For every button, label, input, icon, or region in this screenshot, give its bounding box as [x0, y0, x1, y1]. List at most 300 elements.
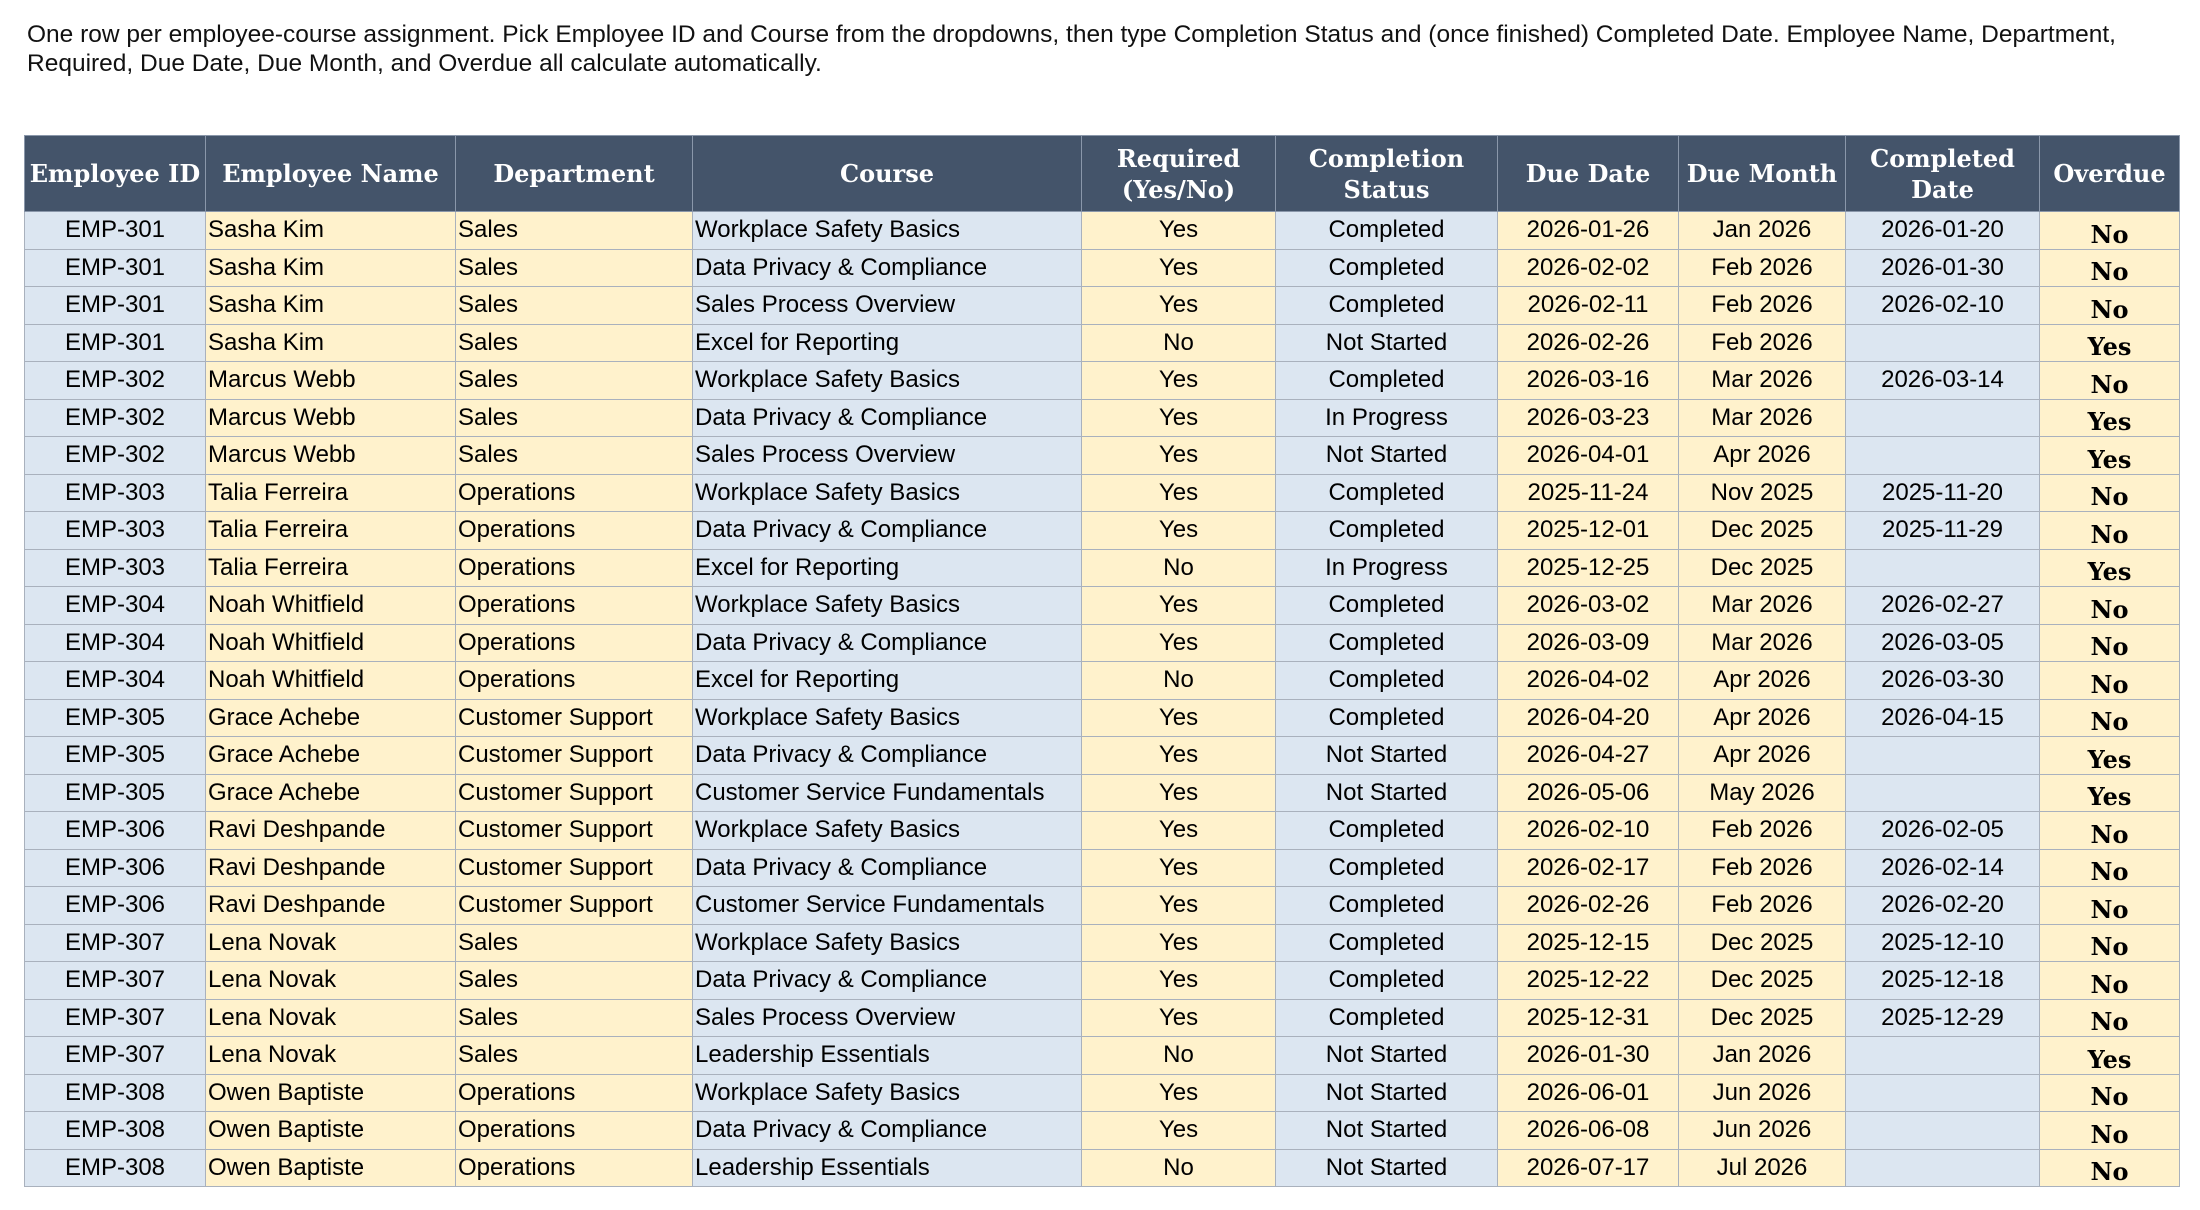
course-cell[interactable]: Sales Process Overview	[693, 999, 1082, 1037]
department-cell[interactable]: Operations	[456, 1149, 693, 1187]
completion-status-cell[interactable]: In Progress	[1276, 399, 1498, 437]
completed-date-cell[interactable]: 2026-01-20	[1846, 212, 2040, 250]
department-cell[interactable]: Sales	[456, 287, 693, 325]
employee-name-cell[interactable]: Sasha Kim	[206, 287, 456, 325]
completed-date-cell[interactable]	[1846, 399, 2040, 437]
employee-id-cell[interactable]: EMP-303	[25, 474, 206, 512]
due-date-cell[interactable]: 2025-12-31	[1498, 999, 1679, 1037]
completion-status-cell[interactable]: In Progress	[1276, 549, 1498, 587]
overdue-cell[interactable]: Yes	[2040, 437, 2180, 475]
employee-id-cell[interactable]: EMP-301	[25, 212, 206, 250]
table-row	[25, 699, 2180, 737]
completion-status-cell[interactable]: Not Started	[1276, 1037, 1498, 1075]
required-cell[interactable]: Yes	[1082, 1074, 1276, 1112]
employee-name-cell[interactable]: Noah Whitfield	[206, 662, 456, 700]
required-cell[interactable]: Yes	[1082, 887, 1276, 925]
overdue-cell[interactable]: No	[2040, 812, 2180, 850]
table-row	[25, 324, 2180, 362]
overdue-cell[interactable]: No	[2040, 1149, 2180, 1187]
employee-name-cell[interactable]: Lena Novak	[206, 999, 456, 1037]
completed-date-cell[interactable]: 2026-02-10	[1846, 287, 2040, 325]
completed-date-cell[interactable]	[1846, 437, 2040, 475]
completed-date-cell[interactable]	[1846, 324, 2040, 362]
completion-status-cell[interactable]: Not Started	[1276, 437, 1498, 475]
due-month-cell[interactable]: Feb 2026	[1679, 249, 1846, 287]
table-row	[25, 849, 2180, 887]
due-month-cell[interactable]: Feb 2026	[1679, 287, 1846, 325]
table-row	[25, 549, 2180, 587]
due-date-cell[interactable]: 2026-02-02	[1498, 249, 1679, 287]
required-cell[interactable]: Yes	[1082, 587, 1276, 625]
completed-date-cell[interactable]: 2026-02-20	[1846, 887, 2040, 925]
department-cell[interactable]: Customer Support	[456, 699, 693, 737]
due-date-cell[interactable]: 2025-12-22	[1498, 962, 1679, 1000]
due-month-cell[interactable]: Dec 2025	[1679, 999, 1846, 1037]
course-cell[interactable]: Data Privacy & Compliance	[693, 737, 1082, 775]
employee-id-cell[interactable]: EMP-303	[25, 549, 206, 587]
table-row	[25, 887, 2180, 925]
department-cell[interactable]: Customer Support	[456, 849, 693, 887]
employee-id-cell[interactable]: EMP-301	[25, 324, 206, 362]
due-month-cell[interactable]: Feb 2026	[1679, 812, 1846, 850]
overdue-cell[interactable]: No	[2040, 287, 2180, 325]
required-cell[interactable]: Yes	[1082, 774, 1276, 812]
employee-name-cell[interactable]: Sasha Kim	[206, 324, 456, 362]
due-date-cell[interactable]: 2025-12-25	[1498, 549, 1679, 587]
table-row	[25, 512, 2180, 550]
overdue-cell[interactable]: No	[2040, 1112, 2180, 1150]
employee-name-cell[interactable]: Lena Novak	[206, 962, 456, 1000]
completed-date-cell[interactable]: 2025-12-18	[1846, 962, 2040, 1000]
overdue-cell[interactable]: No	[2040, 999, 2180, 1037]
due-date-cell[interactable]: 2026-04-27	[1498, 737, 1679, 775]
employee-name-cell[interactable]: Marcus Webb	[206, 437, 456, 475]
completed-date-cell[interactable]: 2025-12-10	[1846, 924, 2040, 962]
employee-id-cell[interactable]: EMP-307	[25, 962, 206, 1000]
due-date-cell[interactable]: 2026-01-30	[1498, 1037, 1679, 1075]
table-body	[25, 212, 2180, 1187]
course-cell[interactable]: Excel for Reporting	[693, 549, 1082, 587]
header-required[interactable]: Required (Yes/No)	[1082, 136, 1276, 212]
completed-date-cell[interactable]	[1846, 1074, 2040, 1112]
due-month-cell[interactable]: Jun 2026	[1679, 1074, 1846, 1112]
due-date-cell[interactable]: 2026-02-26	[1498, 324, 1679, 362]
header-course[interactable]: Course	[693, 136, 1082, 212]
completed-date-cell[interactable]	[1846, 737, 2040, 775]
due-date-cell[interactable]: 2025-12-01	[1498, 512, 1679, 550]
completed-date-cell[interactable]	[1846, 549, 2040, 587]
due-date-cell[interactable]: 2026-04-01	[1498, 437, 1679, 475]
overdue-cell[interactable]: No	[2040, 624, 2180, 662]
course-cell[interactable]: Customer Service Fundamentals	[693, 774, 1082, 812]
completion-status-cell[interactable]: Completed	[1276, 962, 1498, 1000]
due-date-cell[interactable]: 2026-03-09	[1498, 624, 1679, 662]
due-month-cell[interactable]: Mar 2026	[1679, 624, 1846, 662]
table-row	[25, 999, 2180, 1037]
course-cell[interactable]: Workplace Safety Basics	[693, 587, 1082, 625]
due-month-cell[interactable]: Apr 2026	[1679, 737, 1846, 775]
employee-name-cell[interactable]: Grace Achebe	[206, 737, 456, 775]
table-row	[25, 624, 2180, 662]
completed-date-cell[interactable]: 2026-04-15	[1846, 699, 2040, 737]
overdue-cell[interactable]: Yes	[2040, 324, 2180, 362]
completed-date-cell[interactable]: 2026-02-27	[1846, 587, 2040, 625]
due-date-cell[interactable]: 2026-03-02	[1498, 587, 1679, 625]
department-cell[interactable]: Sales	[456, 249, 693, 287]
course-cell[interactable]: Excel for Reporting	[693, 324, 1082, 362]
employee-id-cell[interactable]: EMP-306	[25, 812, 206, 850]
department-cell[interactable]: Customer Support	[456, 812, 693, 850]
course-cell[interactable]: Workplace Safety Basics	[693, 474, 1082, 512]
completion-status-cell[interactable]: Not Started	[1276, 324, 1498, 362]
required-cell[interactable]: Yes	[1082, 287, 1276, 325]
due-month-cell[interactable]: Feb 2026	[1679, 887, 1846, 925]
employee-id-cell[interactable]: EMP-304	[25, 624, 206, 662]
employee-id-cell[interactable]: EMP-302	[25, 437, 206, 475]
header-completion-status[interactable]: Completion Status	[1276, 136, 1498, 212]
header-employee-id[interactable]: Employee ID	[25, 136, 206, 212]
completion-status-cell[interactable]: Completed	[1276, 474, 1498, 512]
required-cell[interactable]: Yes	[1082, 399, 1276, 437]
course-cell[interactable]: Customer Service Fundamentals	[693, 887, 1082, 925]
employee-name-cell[interactable]: Ravi Deshpande	[206, 812, 456, 850]
department-cell[interactable]: Operations	[456, 474, 693, 512]
required-cell[interactable]: No	[1082, 324, 1276, 362]
employee-id-cell[interactable]: EMP-306	[25, 849, 206, 887]
table-row	[25, 474, 2180, 512]
completion-status-cell[interactable]: Completed	[1276, 849, 1498, 887]
overdue-cell[interactable]: No	[2040, 962, 2180, 1000]
completion-status-cell[interactable]: Completed	[1276, 287, 1498, 325]
table-row	[25, 924, 2180, 962]
due-date-cell[interactable]: 2025-11-24	[1498, 474, 1679, 512]
header-department[interactable]: Department	[456, 136, 693, 212]
due-month-cell[interactable]: Apr 2026	[1679, 699, 1846, 737]
course-cell[interactable]: Workplace Safety Basics	[693, 699, 1082, 737]
required-cell[interactable]: Yes	[1082, 512, 1276, 550]
required-cell[interactable]: Yes	[1082, 849, 1276, 887]
overdue-cell[interactable]: No	[2040, 474, 2180, 512]
employee-name-cell[interactable]: Owen Baptiste	[206, 1149, 456, 1187]
overdue-cell[interactable]: No	[2040, 249, 2180, 287]
department-cell[interactable]: Sales	[456, 962, 693, 1000]
employee-id-cell[interactable]: EMP-305	[25, 737, 206, 775]
table-row	[25, 774, 2180, 812]
table-row	[25, 362, 2180, 400]
due-date-cell[interactable]: 2026-02-17	[1498, 849, 1679, 887]
department-cell[interactable]: Operations	[456, 624, 693, 662]
course-cell[interactable]: Leadership Essentials	[693, 1037, 1082, 1075]
required-cell[interactable]: Yes	[1082, 924, 1276, 962]
department-cell[interactable]: Sales	[456, 324, 693, 362]
completed-date-cell[interactable]: 2026-01-30	[1846, 249, 2040, 287]
completion-status-cell[interactable]: Not Started	[1276, 1112, 1498, 1150]
employee-id-cell[interactable]: EMP-308	[25, 1149, 206, 1187]
completion-status-cell[interactable]: Completed	[1276, 587, 1498, 625]
department-cell[interactable]: Sales	[456, 399, 693, 437]
department-cell[interactable]: Operations	[456, 1112, 693, 1150]
overdue-cell[interactable]: No	[2040, 887, 2180, 925]
table-row	[25, 1037, 2180, 1075]
due-month-cell[interactable]: Jun 2026	[1679, 1112, 1846, 1150]
employee-id-cell[interactable]: EMP-301	[25, 287, 206, 325]
course-cell[interactable]: Workplace Safety Basics	[693, 1074, 1082, 1112]
department-cell[interactable]: Operations	[456, 587, 693, 625]
table-row	[25, 662, 2180, 700]
header-overdue[interactable]: Overdue	[2040, 136, 2180, 212]
department-cell[interactable]: Sales	[456, 924, 693, 962]
employee-id-cell[interactable]: EMP-308	[25, 1112, 206, 1150]
table-row	[25, 399, 2180, 437]
department-cell[interactable]: Sales	[456, 1037, 693, 1075]
due-month-cell[interactable]: Jan 2026	[1679, 1037, 1846, 1075]
required-cell[interactable]: Yes	[1082, 962, 1276, 1000]
course-cell[interactable]: Data Privacy & Compliance	[693, 1112, 1082, 1150]
required-cell[interactable]: Yes	[1082, 624, 1276, 662]
due-date-cell[interactable]: 2026-01-26	[1498, 212, 1679, 250]
employee-name-cell[interactable]: Noah Whitfield	[206, 587, 456, 625]
completed-date-cell[interactable]	[1846, 1112, 2040, 1150]
employee-name-cell[interactable]: Marcus Webb	[206, 362, 456, 400]
header-completed-date[interactable]: Completed Date	[1846, 136, 2040, 212]
required-cell[interactable]: Yes	[1082, 812, 1276, 850]
department-cell[interactable]: Customer Support	[456, 737, 693, 775]
employee-name-cell[interactable]: Grace Achebe	[206, 699, 456, 737]
required-cell[interactable]: Yes	[1082, 1112, 1276, 1150]
completed-date-cell[interactable]: 2026-03-30	[1846, 662, 2040, 700]
due-month-cell[interactable]: Feb 2026	[1679, 324, 1846, 362]
overdue-cell[interactable]: Yes	[2040, 1037, 2180, 1075]
employee-name-cell[interactable]: Sasha Kim	[206, 212, 456, 250]
employee-name-cell[interactable]: Talia Ferreira	[206, 512, 456, 550]
department-cell[interactable]: Sales	[456, 362, 693, 400]
department-cell[interactable]: Operations	[456, 512, 693, 550]
completed-date-cell[interactable]	[1846, 774, 2040, 812]
employee-id-cell[interactable]: EMP-306	[25, 887, 206, 925]
overdue-cell[interactable]: No	[2040, 699, 2180, 737]
course-cell[interactable]: Data Privacy & Compliance	[693, 624, 1082, 662]
course-cell[interactable]: Data Privacy & Compliance	[693, 512, 1082, 550]
due-month-cell[interactable]: Apr 2026	[1679, 437, 1846, 475]
table-row	[25, 962, 2180, 1000]
due-date-cell[interactable]: 2026-02-10	[1498, 812, 1679, 850]
course-cell[interactable]: Data Privacy & Compliance	[693, 849, 1082, 887]
overdue-cell[interactable]: Yes	[2040, 549, 2180, 587]
employee-id-cell[interactable]: EMP-301	[25, 249, 206, 287]
overdue-cell[interactable]: No	[2040, 924, 2180, 962]
required-cell[interactable]: No	[1082, 662, 1276, 700]
course-cell[interactable]: Data Privacy & Compliance	[693, 399, 1082, 437]
completion-status-cell[interactable]: Not Started	[1276, 1074, 1498, 1112]
department-cell[interactable]: Sales	[456, 212, 693, 250]
course-cell[interactable]: Workplace Safety Basics	[693, 212, 1082, 250]
course-cell[interactable]: Data Privacy & Compliance	[693, 249, 1082, 287]
course-cell[interactable]: Sales Process Overview	[693, 437, 1082, 475]
due-date-cell[interactable]: 2026-04-20	[1498, 699, 1679, 737]
employee-name-cell[interactable]: Sasha Kim	[206, 249, 456, 287]
due-date-cell[interactable]: 2026-03-23	[1498, 399, 1679, 437]
required-cell[interactable]: Yes	[1082, 212, 1276, 250]
required-cell[interactable]: Yes	[1082, 249, 1276, 287]
due-month-cell[interactable]: Jul 2026	[1679, 1149, 1846, 1187]
due-date-cell[interactable]: 2026-05-06	[1498, 774, 1679, 812]
completion-status-cell[interactable]: Completed	[1276, 924, 1498, 962]
employee-name-cell[interactable]: Owen Baptiste	[206, 1112, 456, 1150]
table-row	[25, 249, 2180, 287]
course-cell[interactable]: Workplace Safety Basics	[693, 812, 1082, 850]
employee-id-cell[interactable]: EMP-307	[25, 1037, 206, 1075]
completion-status-cell[interactable]: Completed	[1276, 812, 1498, 850]
due-date-cell[interactable]: 2026-06-08	[1498, 1112, 1679, 1150]
completed-date-cell[interactable]: 2025-11-29	[1846, 512, 2040, 550]
header-row	[25, 136, 2180, 212]
completion-status-cell[interactable]: Not Started	[1276, 1149, 1498, 1187]
header-due-month[interactable]: Due Month	[1679, 136, 1846, 212]
completed-date-cell[interactable]: 2026-03-05	[1846, 624, 2040, 662]
required-cell[interactable]: Yes	[1082, 362, 1276, 400]
completed-date-cell[interactable]: 2026-02-05	[1846, 812, 2040, 850]
completed-date-cell[interactable]: 2025-12-29	[1846, 999, 2040, 1037]
employee-name-cell[interactable]: Ravi Deshpande	[206, 849, 456, 887]
due-date-cell[interactable]: 2026-02-11	[1498, 287, 1679, 325]
due-date-cell[interactable]: 2025-12-15	[1498, 924, 1679, 962]
completed-date-cell[interactable]	[1846, 1037, 2040, 1075]
completion-status-cell[interactable]: Completed	[1276, 887, 1498, 925]
department-cell[interactable]: Customer Support	[456, 774, 693, 812]
overdue-cell[interactable]: No	[2040, 849, 2180, 887]
due-month-cell[interactable]: May 2026	[1679, 774, 1846, 812]
due-month-cell[interactable]: Mar 2026	[1679, 587, 1846, 625]
required-cell[interactable]: Yes	[1082, 437, 1276, 475]
instructions-text: One row per employee-course assignment. Pick Employee ID and Course from the dropdowns, then type Completion Status and (once finished) Completed Date. Employee Name, Department, Required, Due Date, Due Month, and Overdue all calculate automatically.	[27, 21, 2116, 77]
due-month-cell[interactable]: Feb 2026	[1679, 849, 1846, 887]
employee-id-cell[interactable]: EMP-305	[25, 699, 206, 737]
overdue-cell[interactable]: Yes	[2040, 774, 2180, 812]
overdue-cell[interactable]: No	[2040, 662, 2180, 700]
employee-id-cell[interactable]: EMP-307	[25, 999, 206, 1037]
employee-name-cell[interactable]: Talia Ferreira	[206, 474, 456, 512]
employee-name-cell[interactable]: Lena Novak	[206, 1037, 456, 1075]
completion-status-cell[interactable]: Completed	[1276, 249, 1498, 287]
table-row	[25, 1074, 2180, 1112]
due-date-cell[interactable]: 2026-06-01	[1498, 1074, 1679, 1112]
table-row	[25, 812, 2180, 850]
completion-status-cell[interactable]: Not Started	[1276, 737, 1498, 775]
completed-date-cell[interactable]: 2025-11-20	[1846, 474, 2040, 512]
table-row	[25, 587, 2180, 625]
table-row	[25, 437, 2180, 475]
overdue-cell[interactable]: Yes	[2040, 737, 2180, 775]
department-cell[interactable]: Sales	[456, 999, 693, 1037]
employee-id-cell[interactable]: EMP-304	[25, 587, 206, 625]
overdue-cell[interactable]: No	[2040, 512, 2180, 550]
due-month-cell[interactable]: Apr 2026	[1679, 662, 1846, 700]
due-month-cell[interactable]: Nov 2025	[1679, 474, 1846, 512]
completed-date-cell[interactable]: 2026-02-14	[1846, 849, 2040, 887]
required-cell[interactable]: No	[1082, 549, 1276, 587]
overdue-cell[interactable]: No	[2040, 1074, 2180, 1112]
employee-name-cell[interactable]: Ravi Deshpande	[206, 887, 456, 925]
course-cell[interactable]: Sales Process Overview	[693, 287, 1082, 325]
due-month-cell[interactable]: Mar 2026	[1679, 362, 1846, 400]
due-date-cell[interactable]: 2026-03-16	[1498, 362, 1679, 400]
employee-name-cell[interactable]: Lena Novak	[206, 924, 456, 962]
employee-id-cell[interactable]: EMP-305	[25, 774, 206, 812]
due-month-cell[interactable]: Dec 2025	[1679, 549, 1846, 587]
department-cell[interactable]: Operations	[456, 549, 693, 587]
due-date-cell[interactable]: 2026-07-17	[1498, 1149, 1679, 1187]
employee-id-cell[interactable]: EMP-303	[25, 512, 206, 550]
course-cell[interactable]: Workplace Safety Basics	[693, 924, 1082, 962]
completion-status-cell[interactable]: Completed	[1276, 212, 1498, 250]
course-cell[interactable]: Excel for Reporting	[693, 662, 1082, 700]
due-date-cell[interactable]: 2026-02-26	[1498, 887, 1679, 925]
overdue-cell[interactable]: No	[2040, 362, 2180, 400]
department-cell[interactable]: Operations	[456, 662, 693, 700]
overdue-cell[interactable]: No	[2040, 212, 2180, 250]
required-cell[interactable]: Yes	[1082, 474, 1276, 512]
due-date-cell[interactable]: 2026-04-02	[1498, 662, 1679, 700]
due-month-cell[interactable]: Mar 2026	[1679, 399, 1846, 437]
due-month-cell[interactable]: Dec 2025	[1679, 924, 1846, 962]
overdue-cell[interactable]: No	[2040, 587, 2180, 625]
completion-status-cell[interactable]: Completed	[1276, 624, 1498, 662]
employee-id-cell[interactable]: EMP-302	[25, 362, 206, 400]
employee-id-cell[interactable]: EMP-308	[25, 1074, 206, 1112]
table-row	[25, 287, 2180, 325]
course-cell[interactable]: Data Privacy & Compliance	[693, 962, 1082, 1000]
required-cell[interactable]: Yes	[1082, 737, 1276, 775]
due-month-cell[interactable]: Dec 2025	[1679, 962, 1846, 1000]
required-cell[interactable]: No	[1082, 1149, 1276, 1187]
employee-name-cell[interactable]: Marcus Webb	[206, 399, 456, 437]
employee-id-cell[interactable]: EMP-302	[25, 399, 206, 437]
table-row	[25, 737, 2180, 775]
table-row	[25, 1112, 2180, 1150]
completion-status-cell[interactable]: Completed	[1276, 512, 1498, 550]
required-cell[interactable]: Yes	[1082, 699, 1276, 737]
employee-id-cell[interactable]: EMP-307	[25, 924, 206, 962]
table-row	[25, 1149, 2180, 1187]
employee-id-cell[interactable]: EMP-304	[25, 662, 206, 700]
completion-status-cell[interactable]: Not Started	[1276, 774, 1498, 812]
completion-status-cell[interactable]: Completed	[1276, 699, 1498, 737]
header-employee-name[interactable]: Employee Name	[206, 136, 456, 212]
overdue-cell[interactable]: Yes	[2040, 399, 2180, 437]
completed-date-cell[interactable]: 2026-03-14	[1846, 362, 2040, 400]
department-cell[interactable]: Customer Support	[456, 887, 693, 925]
completion-status-cell[interactable]: Completed	[1276, 999, 1498, 1037]
completion-status-cell[interactable]: Completed	[1276, 662, 1498, 700]
employee-name-cell[interactable]: Talia Ferreira	[206, 549, 456, 587]
department-cell[interactable]: Sales	[456, 437, 693, 475]
required-cell[interactable]: Yes	[1082, 999, 1276, 1037]
due-month-cell[interactable]: Dec 2025	[1679, 512, 1846, 550]
employee-name-cell[interactable]: Owen Baptiste	[206, 1074, 456, 1112]
course-cell[interactable]: Leadership Essentials	[693, 1149, 1082, 1187]
employee-name-cell[interactable]: Grace Achebe	[206, 774, 456, 812]
due-month-cell[interactable]: Jan 2026	[1679, 212, 1846, 250]
course-cell[interactable]: Workplace Safety Basics	[693, 362, 1082, 400]
employee-name-cell[interactable]: Noah Whitfield	[206, 624, 456, 662]
completion-status-cell[interactable]: Completed	[1276, 362, 1498, 400]
department-cell[interactable]: Operations	[456, 1074, 693, 1112]
table-row	[25, 212, 2180, 250]
required-cell[interactable]: No	[1082, 1037, 1276, 1075]
header-due-date[interactable]: Due Date	[1498, 136, 1679, 212]
completed-date-cell[interactable]	[1846, 1149, 2040, 1187]
training-assignments-table	[24, 135, 2180, 1187]
